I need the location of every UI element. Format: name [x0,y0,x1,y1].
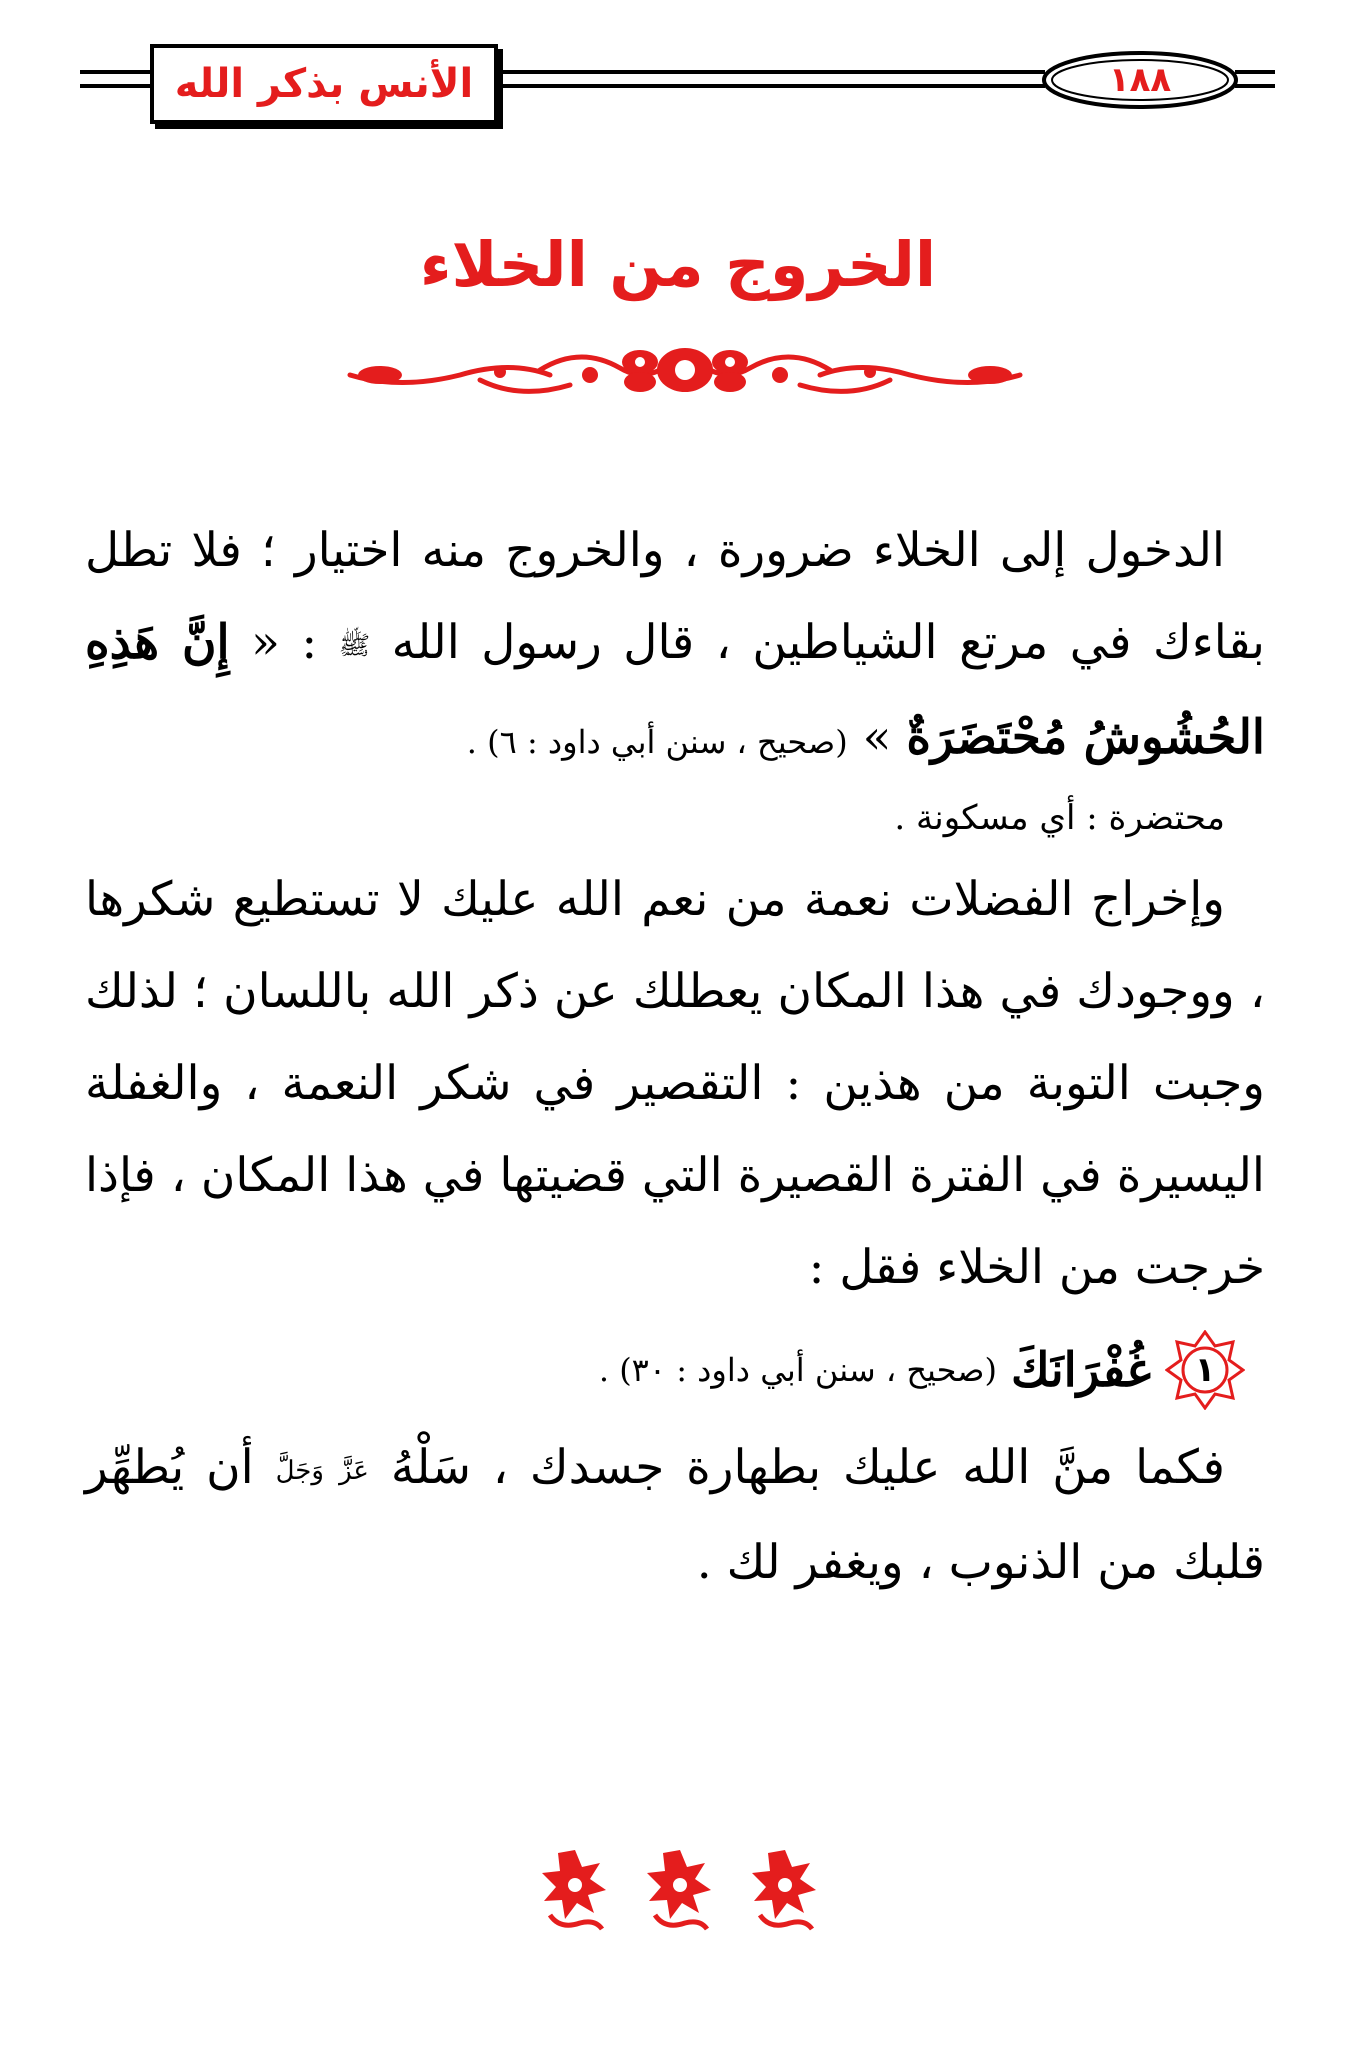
star-octagon-icon [1165,1330,1245,1410]
hadith-text: إِنَّ هَذِهِ الحُشُوشُ مُحْتَضَرَةٌ [85,615,1265,765]
floral-divider-icon [340,330,1030,410]
page-number-badge [1040,50,1240,110]
dua-text: غُفْرَانَكَ [1010,1342,1151,1398]
main-content [85,505,1265,1609]
dua-number: ١ [1194,1350,1216,1390]
hadith-open-quote: : « [229,615,339,670]
paragraph-3-end: أن يُطهِّر قلبك من الذنوب ، ويغفر لك . [85,1440,1265,1590]
paragraph-3 [85,1422,1265,1609]
salawat-honorific: ﷺ [338,631,371,661]
page-header [0,0,1356,140]
paragraph-3-start: فكما منَّ الله عليك بطهارة جسدك ، سَلْهُ [390,1440,1225,1495]
paragraph-2 [85,854,1265,1314]
hadith-close-quote: » [847,710,907,765]
paragraph-1 [85,505,1265,788]
book-title: الأنس بذكر الله [174,61,474,107]
page-number: ١٨٨ [1108,60,1172,100]
footnote-definition: محتضرة : أي مسكونة . [894,798,1225,838]
floral-cluster-icon [530,1845,830,1935]
dua-source: (صحيح ، سنن أبي داود : ٣٠) . [598,1351,997,1389]
book-title-box [150,44,498,124]
hadith-source: (صحيح ، سنن أبي داود : ٦) . [466,723,848,761]
chapter-title: الخروج من الخلاء [419,228,937,301]
paragraph-1-text: الدخول إلى الخلاء ضرورة ، والخروج منه اختيار ؛ فلا تطل بقاءك في مرتع الشياطين ، قال رسول الله [85,523,1265,670]
dua-item [85,1322,1265,1418]
paragraph-2-text: وإخراج الفضلات نعمة من نعم الله عليك لا تستطيع شكرها ، ووجودك في هذا المكان يعطلك عن ذكر الله باللسان ؛ لذلك وجبت التوبة من هذين : التقصير في شكر النعمة ، والغفلة اليسيرة في الفترة القصيرة التي قضيتها في هذا المكان ، فإذا خرجت من الخلاء فقل : [85,872,1265,1295]
azza-wajal-honorific: عَزَّ وَجَلَّ [275,1456,369,1486]
